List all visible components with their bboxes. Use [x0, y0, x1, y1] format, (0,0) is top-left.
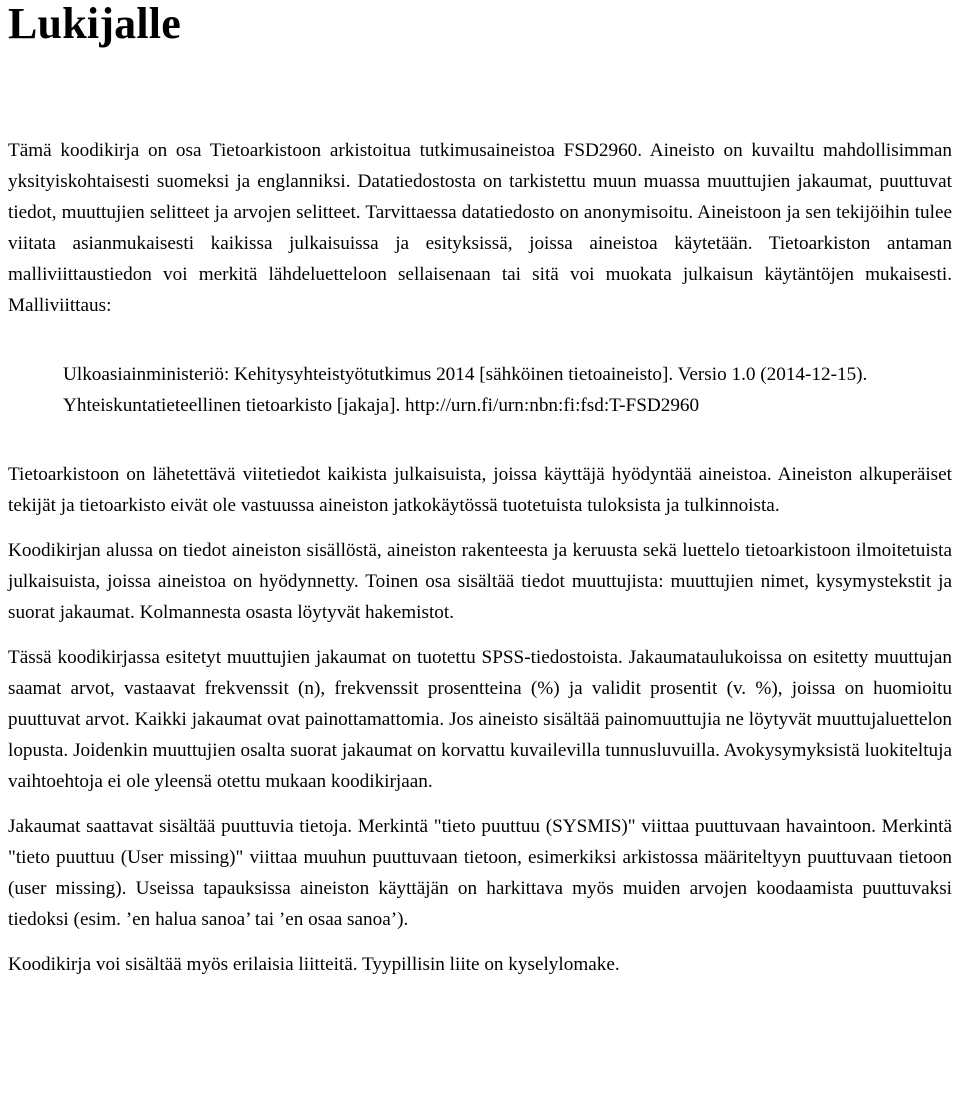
appendices-paragraph: Koodikirja voi sisältää myös erilaisia liitteitä. Tyypillisin liite on kyselylomake.	[8, 954, 620, 975]
intro-paragraph: Tämä koodikirja on osa Tietoarkistoon arkistoitua tutkimusaineistoa FSD2960. Aineisto on kuvailtu mahdollisimman yksityiskohtaisesti suomeksi ja englanniksi. Datatiedostosta on tarkistettu muun muassa muuttujien jakaumat, puuttuvat tiedot, muuttujien selitteet ja arvojen selitteet. Tarvittaessa datatiedosto on anonymisoitu. Aineistoon ja sen tekijöihin tulee viitata asianmukaisesti kaikissa julkaisuissa ja esityksissä, joissa aineistoa käytetään. Tietoarkiston antaman malliviittaustiedon voi merkitä lähdeluetteloon sellaisenaan tai sitä voi muokata julkaisun käytäntöjen mukaisesti. Malliviittaus:	[8, 140, 952, 316]
page-title: Lukijalle	[8, 0, 181, 48]
citation-block: Ulkoasiainministeriö: Kehitysyhteistyötutkimus 2014 [sähköinen tietoaineisto]. Versio 1.0 (2014-12-15). Yhteiskuntatieteellinen tietoarkisto [jakaja]. http://urn.fi/urn:nbn:fi:fsd:T-FSD2960	[63, 364, 868, 416]
distributions-paragraph: Tässä koodikirjassa esitetyt muuttujien jakaumat on tuotettu SPSS-tiedostoista. Jakaumataulukoissa on esitetty muuttujan saamat arvot, vastaavat frekvenssit (n), frekvenssit prosentteina (%) ja validit prosentit (v. %), joissa on huomioitu puuttuvat arvot. Kaikki jakaumat ovat painottamattomia. Jos aineisto sisältää painomuuttujia ne löytyvät muuttujaluettelon lopusta. Joidenkin muuttujien osalta suorat jakaumat on korvattu kuvailevilla tunnusluvuilla. Avokysymyksistä luokiteltuja vaihtoehtoja ei ole yleensä otettu mukaan koodikirjaan.	[8, 647, 952, 792]
document-page	[8, 0, 952, 980]
missing-values-paragraph: Jakaumat saattavat sisältää puuttuvia tietoja. Merkintä "tieto puuttuu (SYSMIS)" viittaa puuttuvaan havaintoon. Merkintä "tieto puuttuu (User missing)" viittaa muuhun puuttuvaan tietoon, esimerkiksi arkistossa määriteltyyn puuttuvaan tietoon (user missing). Useissa tapauksissa aineiston käyttäjän on harkittava myös muiden arvojen koodaamista puuttuvaksi tiedoksi (esim. ’en halua sanoa’ tai ’en osaa sanoa’).	[8, 816, 952, 930]
reference-notice-paragraph: Tietoarkistoon on lähetettävä viitetiedot kaikista julkaisuista, joissa käyttäjä hyödyntää aineistoa. Aineiston alkuperäiset tekijät ja tietoarkisto eivät ole vastuussa aineiston jatkokäytössä tuotetuista tuloksista ja tulkinnoista.	[8, 464, 952, 516]
codebook-structure-paragraph: Koodikirjan alussa on tiedot aineiston sisällöstä, aineiston rakenteesta ja keruusta sekä luettelo tietoarkistoon ilmoitetuista julkaisuista, joissa aineistoa on hyödynnetty. Toinen osa sisältää tiedot muuttujista: muuttujien nimet, kysymystekstit ja suorat jakaumat. Kolmannesta osasta löytyvät hakemistot.	[8, 540, 952, 623]
